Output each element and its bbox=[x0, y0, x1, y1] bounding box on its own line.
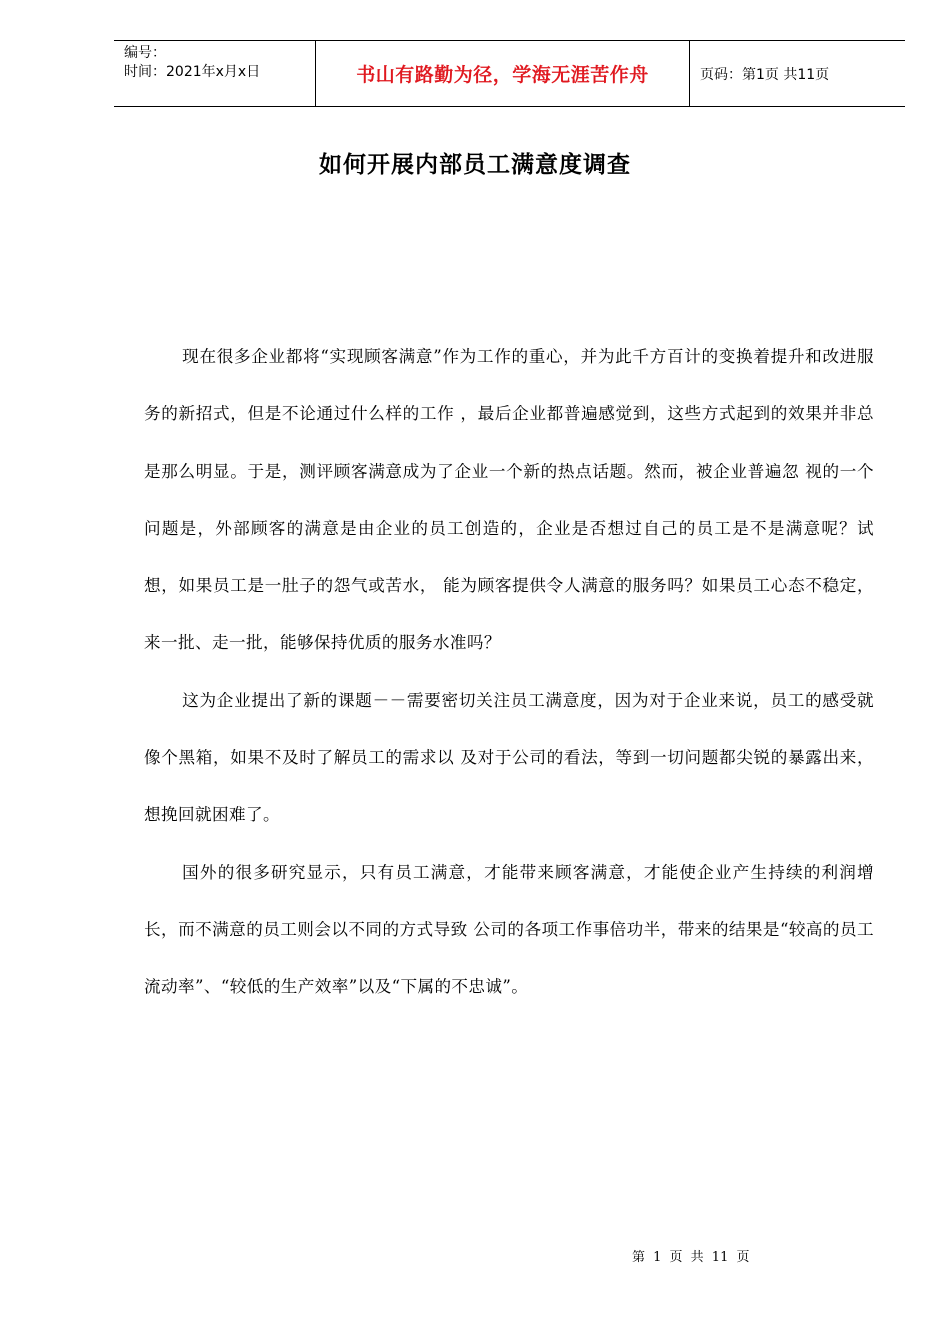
paragraph: 国外的很多研究显示，只有员工满意，才能带来顾客满意，才能使企业产生持续的利润增长，而不满意的员工则会以不同的方式导致 公司的各项工作事倍功半，带来的结果是“较高的员工流动率”、“较低的生产效率”以及“下属的不忠诚”。 bbox=[144, 862, 874, 997]
header-page-info: 页码：第1页 共11页 bbox=[700, 66, 830, 83]
document-time-label: 时间：2021年x月x日 bbox=[124, 64, 261, 80]
document-number-label: 编号： bbox=[124, 45, 166, 61]
document-title: 如何开展内部员工满意度调查 bbox=[319, 151, 631, 178]
document-body bbox=[144, 328, 874, 1016]
page-header bbox=[114, 40, 905, 107]
header-motto: 书山有路勤为径，学海无涯苦作舟 bbox=[316, 41, 690, 106]
header-meta bbox=[114, 41, 316, 106]
paragraph: 现在很多企业都将“实现顾客满意”作为工作的重心，并为此千方百计的变换着提升和改进服务的新招式，但是不论通过什么样的工作 ，最后企业都普遍感觉到，这些方式起到的效果并非总是那么明显。于是，测评顾客满意成为了企业一个新的热点话题。然而，被企业普遍忽 视的一个问题是，外部顾客的满意是由企业的员工创造的，企业是否想过自己的员工是不是满意呢？试想，如果员工是一肚子的怨气或苦水， 能为顾客提供令人满意的服务吗？如果员工心态不稳定，来一批、走一批，能够保持优质的服务水准吗？ bbox=[144, 347, 874, 653]
page-footer: 第 1 页 共 11 页 bbox=[632, 1250, 750, 1265]
paragraph: 这为企业提出了新的课题－－需要密切关注员工满意度，因为对于企业来说，员工的感受就像个黑箱，如果不及时了解员工的需求以 及对于公司的看法，等到一切问题都尖锐的暴露出来，想挽回就困难了。 bbox=[144, 690, 874, 825]
